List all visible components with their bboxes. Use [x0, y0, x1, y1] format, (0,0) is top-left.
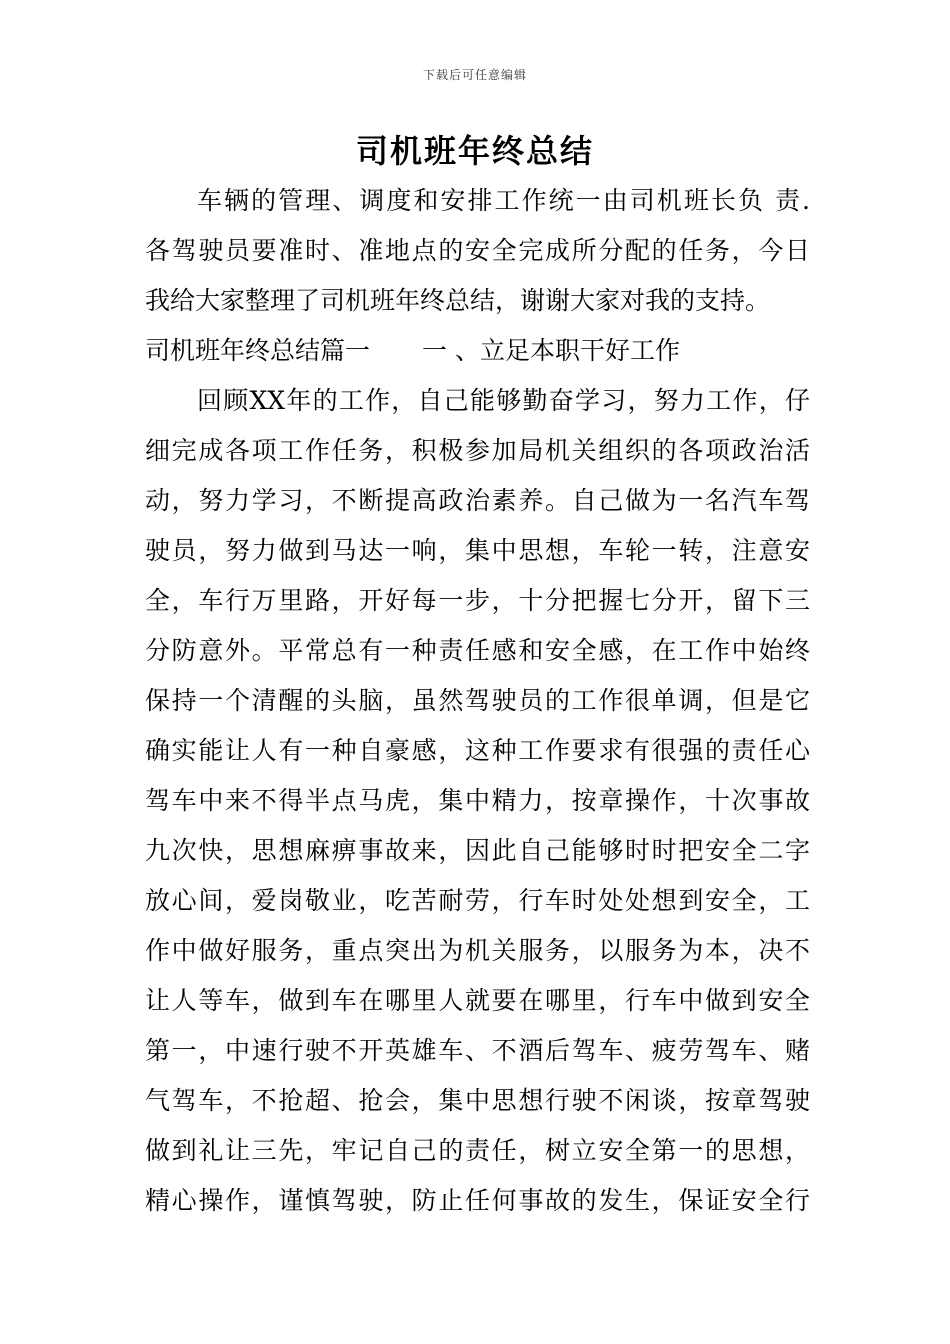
header-note: 下载后可任意编辑 — [422, 68, 527, 82]
page-title: 司机班年终总结 — [355, 132, 594, 170]
section-heading-label: 司机班年终总结篇一 — [145, 336, 371, 365]
paragraph-line: 做到礼让三先，牢记自己的责任，树立安全第一的思想， — [145, 1136, 810, 1165]
intro-line: 我给大家整理了司机班年终总结，谢谢大家对我的支持。 — [145, 286, 771, 315]
paragraph-line: 放心间，爱岗敬业，吃苦耐劳，行车时处处想到安全，工 — [145, 886, 810, 915]
intro-line: 各驾驶员要准时、准地点的安全完成所分配的任务，今日 — [145, 236, 810, 265]
paragraph-line: 气驾车，不抢超、抢会，集中思想行驶不闲谈，按章驾驶 — [145, 1086, 810, 1115]
paragraph-line: 回顾XX年的工作，自己能够勤奋学习，努力工作，仔 — [197, 386, 810, 415]
section-heading — [145, 326, 810, 376]
paragraph-line: 细完成各项工作任务，积极参加局机关组织的各项政治活 — [145, 436, 810, 465]
paragraph-line: 九次快，思想麻痹事故来，因此自己能够时时把安全二字 — [145, 836, 810, 865]
paragraph-line: 保持一个清醒的头脑，虽然驾驶员的工作很单调，但是它 — [145, 686, 810, 715]
paragraph-line: 驶员，努力做到马达一响，集中思想，车轮一转，注意安 — [145, 536, 810, 565]
section-heading-subtitle: 一 、立足本职干好工作 — [422, 336, 680, 365]
document-body — [145, 176, 810, 1226]
paragraph-line: 驾车中来不得半点马虎，集中精力，按章操作，十次事故 — [145, 786, 810, 815]
paragraph-line: 让人等车，做到车在哪里人就要在哪里，行车中做到安全 — [145, 986, 810, 1015]
paragraph-line: 精心操作，谨慎驾驶，防止任何事故的发生，保证安全行 — [145, 1186, 810, 1215]
paragraph-line: 全，车行万里路，开好每一步，十分把握七分开，留下三 — [145, 586, 810, 615]
paragraph-line: 第一，中速行驶不开英雄车、不酒后驾车、疲劳驾车、赌 — [145, 1036, 810, 1065]
paragraph-line: 确实能让人有一种自豪感，这种工作要求有很强的责任心 — [145, 736, 810, 765]
paragraph-line: 作中做好服务，重点突出为机关服务，以服务为本，决不 — [145, 936, 810, 965]
paragraph-line: 动，努力学习，不断提高政治素养。自己做为一名汽车驾 — [145, 486, 810, 515]
paragraph-line: 分防意外。平常总有一种责任感和安全感，在工作中始终 — [145, 636, 810, 665]
intro-line: 车辆的管理、调度和安排工作统一由司机班长负 责. — [197, 186, 810, 215]
